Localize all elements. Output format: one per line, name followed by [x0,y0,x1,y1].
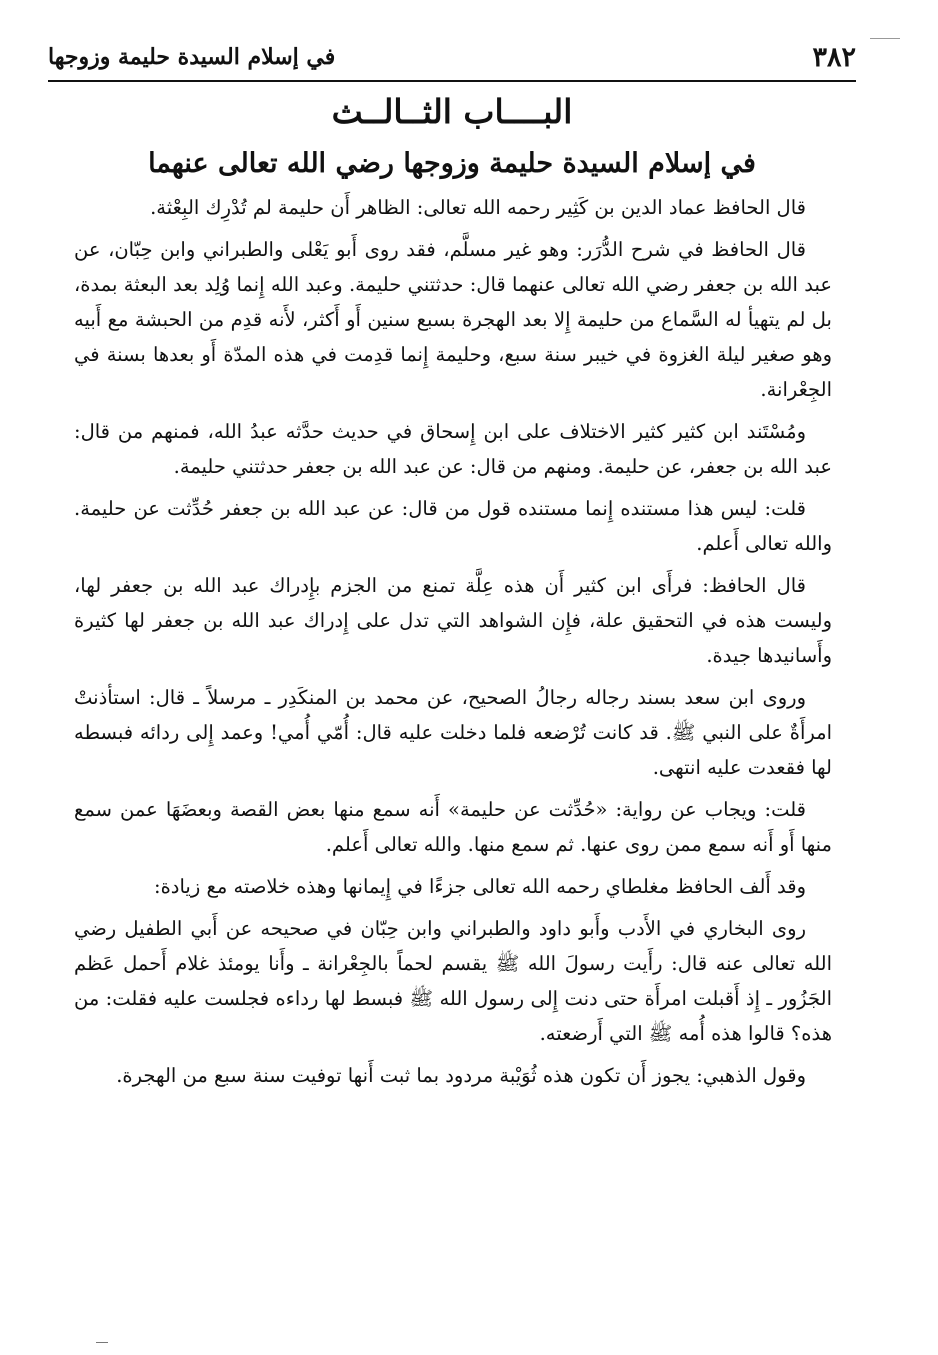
chapter-subtitle: في إسلام السيدة حليمة وزوجها رضي الله تعالى عنهما [148,148,756,179]
paragraph: قال الحافظ: فرأَى ابن كثير أَن هذه عِلَّة تمنع من الجزم بإِدراك عبد الله بن جعفر لها، وليست هذه في التحقيق علة، فإِن الشواهد التي تدل على إِدراك عبد الله بن جعفر لها كثيرة وأَسانيدها جيدة. [74,574,832,667]
paragraph: قلت: ويجاب عن رواية: «حُدِّثت عن حليمة» أَنه سمع منها بعض القصة وبعضَهَا عمن سمع منها أَو أَنه سمع ممن روى عنها. ثم سمع منها. والله تعالى أَعلم. [74,798,832,856]
corner-mark [870,38,900,39]
paragraph: قلت: ليس هذا مستنده إِنما مستنده قول من قال: عن عبد الله بن جعفر حُدِّثت عن حليمة. والله تعالى أَعلم. [74,497,832,555]
paragraph: ومُسْتَند ابن كثير كثير الاختلاف على ابن إِسحاق في حديث حدَّثه عبدُ الله، فمنهم من قال: عبد الله بن جعفر، عن حليمة. ومنهم من قال: عن عبد الله بن جعفر حدثتني حليمة. [74,420,832,478]
paragraph: وقد أَلف الحافظ مغلطاي رحمه الله تعالى جزءًا في إِيمانها وهذه خلاصته مع زيادة: [154,875,806,898]
paragraph: وروى ابن سعد بسند رجاله رجالُ الصحيح، عن محمد بن المنكَدِر ـ مرسلاً ـ قال: استأذنتْ امرأَةٌ على النبي ﷺ. قد كانت تُرْضعه فلما دخلت عليه قال: أُمّي أُمي! وعمد إِلى ردائه فبسطه لها فقعدت عليه انتهى. [74,686,832,779]
paragraph: قال الحافظ في شرح الدُّرَر: وهو غير مسلَّم، فقد روى أَبو يَعْلى والطبراني وابن حِبّان، عن عبد الله بن جعفر رضي الله تعالى عنهما قال: حدثتني حليمة. وعبد الله إِنما وُلِد بعد البعثة بمدة، بل لم يتهيأ له السَّماع من حليمة إِلا بعد الهجرة بسبع سنين أَو أَكثر، لأَنه قدِم من الحبشة مع أَبيه وهو صغير ليلة الغزوة في خيبر سنة سبع، وحليمة إِنما قدِمت في هذه المدّة أَو بعدها بسنة في الجِعْرانة. [74,238,832,401]
paragraph: وقول الذهبي: يجوز أَن تكون هذه ثُوَيْبة مردود بما ثبت أَنها توفيت سنة سبع من الهجرة. [116,1064,806,1087]
page-number: ٣٨٢ [812,42,856,73]
body-text [74,190,832,1100]
chapter-title: البــــاب الثــالــث [331,92,573,131]
running-title: في إسلام السيدة حليمة وزوجها [48,44,336,70]
footer-mark [96,1342,108,1343]
paragraph: روى البخاري في الأَدب وأَبو داود والطبراني وابن حِبّان في صحيحه عن أَبي الطفيل رضي الله تعالى عنه قال: رأَيت رسولَ الله ﷺ يقسم لحماً بالجِعْرانة ـ وأَنا يومئذ غلام أَحمل عَظم الجَزُور ـ إِذ أَقبلت امرأَة حتى دنت إِلى رسول الله ﷺ فبسط لها رداءه فجلست عليه فقلت: من هذه؟ قالوا هذه أُمه ﷺ التي أَرضعته. [74,917,832,1045]
page-header [48,38,856,82]
paragraph: قال الحافظ عماد الدين بن كَثِير رحمه الله تعالى: الظاهر أَن حليمة لم تُدْرِك البِعْثة. [150,196,806,219]
